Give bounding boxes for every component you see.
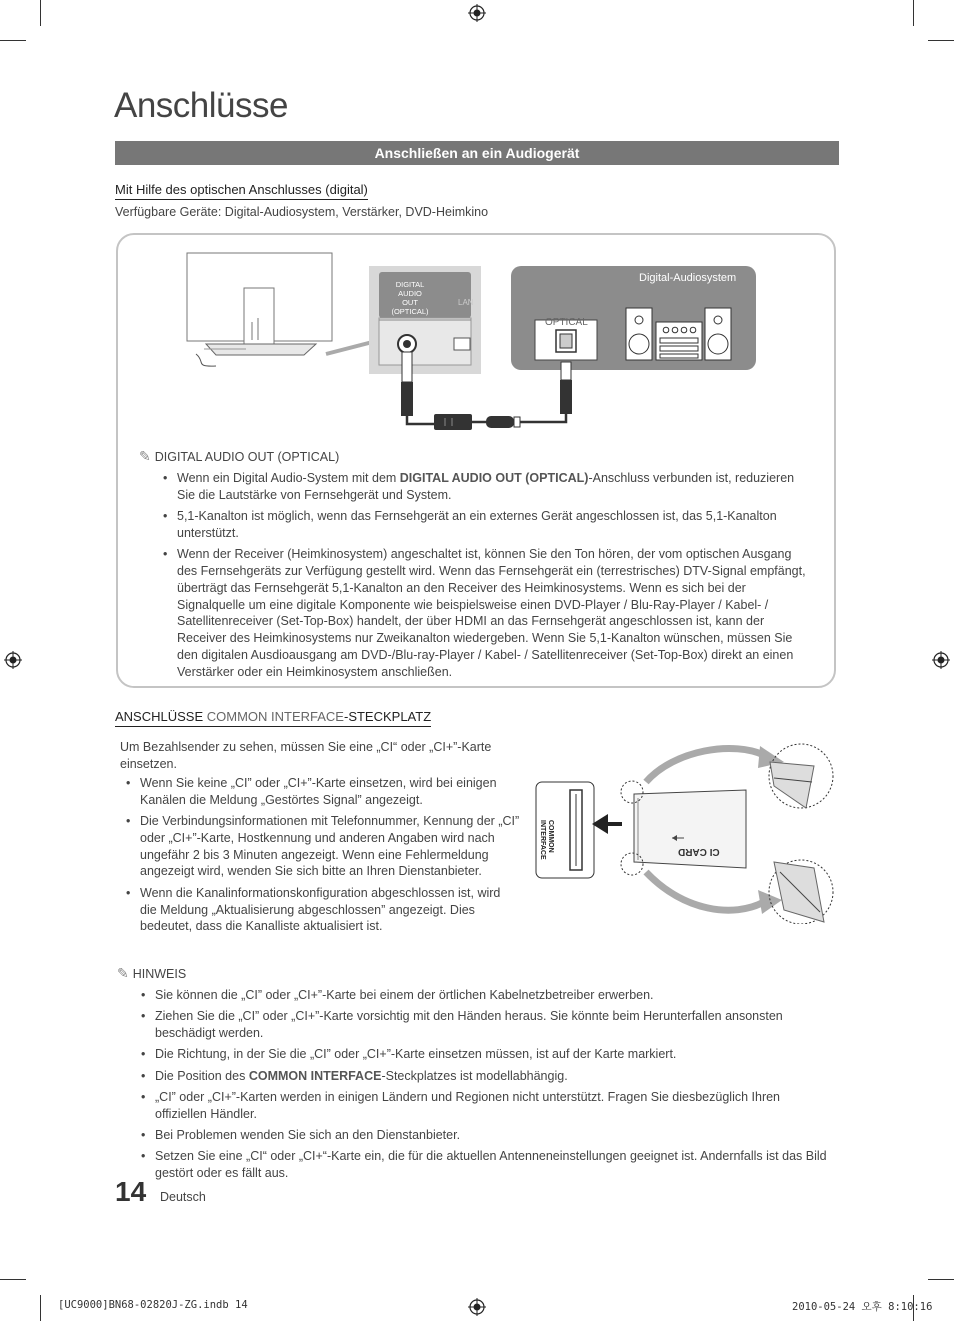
crop-mark xyxy=(40,0,41,26)
ci-heading: ANSCHLÜSSE COMMON INTERFACE-STECKPLATZ xyxy=(115,709,431,727)
list-item: • Die Verbindungsinformationen mit Telefonnummer, Kennung der „CI” oder „CI+”-Karte, Hostkennung und anderen Angaben wird nach ungefähr 2 bis 3 Minuten angezeigt. Wenn eine Fehlermeldung angezeigt wird, wenden Sie sich bitte an Ihren Dienstanbieter. xyxy=(124,813,520,880)
pencil-icon: ✎ xyxy=(117,965,129,981)
list-item: • Wenn die Kanalinformationskonfiguration abgeschlossen ist, wird die Meldung „Aktualisierung abgeschlossen” angezeigt. Dies bedeutet, dass die Kanalliste aktualisiert ist. xyxy=(124,885,520,935)
list-item: • Setzen Sie eine „CI“ oder „CI+“-Karte ein, die für die aktuellen Antenneneinstellungen geeignet ist. Andernfalls ist das Bild gestört oder es fällt aus. xyxy=(139,1148,834,1182)
registration-mark-icon xyxy=(468,1298,486,1316)
port-label: DIGITAL AUDIO OUT (OPTICAL) xyxy=(391,280,429,316)
note-hinweis: ✎ HINWEIS xyxy=(117,965,187,981)
ci-intro-text: Um Bezahlsender zu sehen, müssen Sie eine „CI“ oder „CI+”-Karte einsetzen. xyxy=(120,740,492,771)
page-language: Deutsch xyxy=(160,1190,206,1204)
list-item: • Die Richtung, in der Sie die „CI” oder „CI+”-Karte einsetzen müssen, ist auf der Karte markiert. xyxy=(139,1046,834,1063)
registration-mark-icon xyxy=(4,651,22,669)
page-title: Anschlüsse xyxy=(114,86,288,125)
hinweis-notes xyxy=(139,987,834,1186)
list-item: • Die Position des COMMON INTERFACE-Steckplatzes ist modellabhängig. xyxy=(139,1068,834,1085)
crop-mark xyxy=(40,1295,41,1321)
footer-file-info: [UC9000]BN68-02820J-ZG.indb 14 xyxy=(58,1299,248,1311)
section-header: Anschließen an ein Audiogerät xyxy=(115,141,839,165)
page-number: 14 xyxy=(115,1176,147,1207)
registration-mark-icon xyxy=(932,651,950,669)
pencil-icon: ✎ xyxy=(139,448,151,464)
ci-notes xyxy=(124,775,520,940)
crop-mark xyxy=(0,40,26,41)
optical-heading: Mit Hilfe des optischen Anschlusses (digital) xyxy=(115,182,368,200)
lan-label: LAN xyxy=(458,298,474,307)
registration-mark-icon xyxy=(468,4,486,22)
note-digital-audio-out: ✎ DIGITAL AUDIO OUT (OPTICAL) xyxy=(139,448,340,464)
list-item: • Wenn der Receiver (Heimkinosystem) angeschaltet ist, können Sie den Ton hören, der vom optischen Ausgang des Fernsehgeräts zur Verfügung gestellt wird. Wenn das Fernsehgerät ein (terrestrisches) DTV-Signal empfängt, überträgt das Fernsehgerät 5,1-Kanalton an den Receiver des Heimkinosystems. Wenn es sich bei der Signalquelle um eine digitale Komponente wie beispielsweise einen DVD-Player / Blu-Ray-Player / Kabel- / Satellitenreceiver (Set-Top-Box) handelt, der über HDMI an das Fernsehgerät angeschlossen ist, kann der Receiver des Heimkinosystems nur Zweikanalton wiedergeben. Wenn Sie 5,1-Kanalton wünschen, müssen Sie den digitalen Ausdioausgang am DVD-/Blu-ray-Player / Kabel- / Satellitenreceiver (Set-Top-Box) direkt an einen Verstärker oder ein Heimkinosystem anschließen. xyxy=(161,546,811,680)
list-item: • Ziehen Sie die „CI” oder „CI+”-Karte vorsichtig mit den Händen heraus. Sie könnte beim Herunterfallen ansonsten beschädigt werden. xyxy=(139,1008,834,1042)
ci-card-label: CI CARD xyxy=(678,846,720,857)
crop-mark xyxy=(928,1279,954,1280)
crop-mark xyxy=(928,40,954,41)
list-item: • Wenn Sie keine „CI” oder „CI+”-Karte einsetzen, wird bei einigen Kanälen die Meldung „Gestörtes Signal” angezeigt. xyxy=(124,775,520,809)
crop-mark xyxy=(0,1279,26,1280)
optical-port-label: OPTICAL xyxy=(545,317,588,328)
list-item: • Sie können die „CI” oder „CI+”-Karte bei einem der örtlichen Kabelnetzbetreiber erwerben. xyxy=(139,987,834,1004)
common-interface-label: COMMON INTERFACE xyxy=(539,820,554,860)
footer-timestamp: 2010-05-24 오후 8:10:16 xyxy=(792,1301,933,1313)
digital-audio-notes xyxy=(161,470,811,685)
ci-card-illustration xyxy=(534,742,836,924)
list-item: • Wenn ein Digital Audio-System mit dem DIGITAL AUDIO OUT (OPTICAL)-Anschluss verbunden ist, reduzieren Sie die Lautstärke von Fernsehgerät und System. xyxy=(161,470,811,504)
list-item: • Bei Problemen wenden Sie sich an den Dienstanbieter. xyxy=(139,1127,834,1144)
available-devices-text: Verfügbare Geräte: Digital-Audiosystem, Verstärker, DVD-Heimkino xyxy=(115,205,489,219)
crop-mark xyxy=(913,0,914,26)
list-item: • 5,1-Kanalton ist möglich, wenn das Fernsehgerät an ein externes Gerät angeschlossen ist, das 5,1-Kanalton unterstützt. xyxy=(161,508,811,542)
list-item: • „CI” oder „CI+”-Karten werden in einigen Ländern und Regionen nicht unterstützt. Fragen Sie diesbezüglich Ihren offiziellen Händler. xyxy=(139,1089,834,1123)
audio-system-label: Digital-Audiosystem xyxy=(639,272,737,284)
